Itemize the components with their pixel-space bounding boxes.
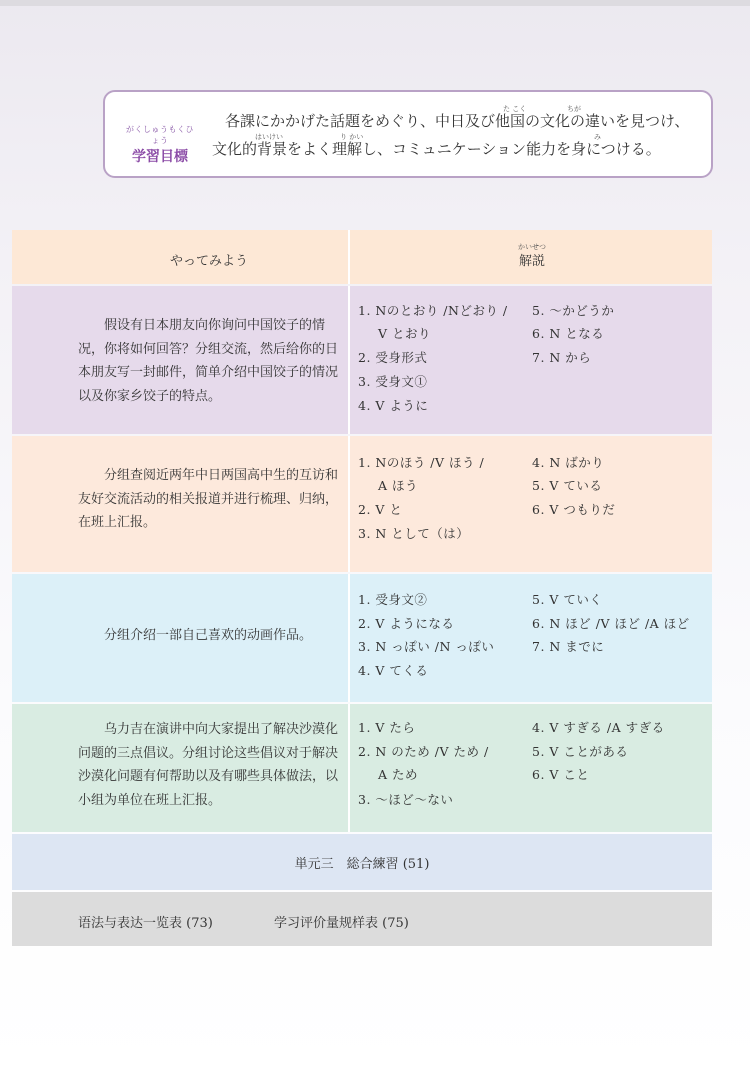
- table-row-2: [12, 436, 712, 572]
- ruby-haikei: はいけい: [255, 133, 283, 141]
- grammar-item: 6. N となる: [532, 326, 605, 341]
- learning-goal-label: [125, 124, 195, 166]
- grammar-item: A ほう: [378, 478, 419, 493]
- learning-goal-box: [103, 90, 713, 178]
- grammar-item: 4. V すぎる /A すぎる: [532, 720, 665, 735]
- grammar-item: 3. 〜ほど〜ない: [358, 792, 454, 807]
- grammar-item: 6. V こと: [532, 767, 590, 782]
- grammar-item: 1. 受身文②: [358, 592, 428, 607]
- header-activity-cell: [12, 230, 348, 284]
- grammar-item: A ため: [378, 767, 419, 782]
- ruby-chigai: ちが: [567, 105, 581, 113]
- ruby-rikai: り かい: [340, 133, 364, 141]
- table-row-3: [12, 574, 712, 702]
- grammar-item: V とおり: [378, 326, 432, 341]
- activity-cell-1: [12, 286, 348, 434]
- table-row-4: [12, 704, 712, 832]
- grammar-item: 1. Nのほう /V ほう /: [358, 455, 485, 470]
- grammar-item: 5. V ている: [532, 478, 603, 493]
- appendix-row: [12, 892, 712, 946]
- grammar-item: 4. N ばかり: [532, 455, 605, 470]
- grammar-item: 4. V ように: [358, 398, 429, 413]
- explanation-cell-1: [350, 286, 712, 434]
- top-strip: [0, 0, 750, 6]
- grammar-item: 2. N のため /V ため /: [358, 744, 489, 759]
- grammar-item: 2. V ようになる: [358, 616, 455, 631]
- grammar-item: 7. N から: [532, 350, 592, 365]
- learning-goal-ruby: がくしゅうもくひょう: [126, 125, 194, 145]
- activity-text-2: 分组查阅近两年中日两国高中生的互访和友好交流活动的相关报道并进行梳理、归纳，在班上汇报。: [78, 468, 339, 530]
- explanation-cell-2: [350, 436, 712, 572]
- grammar-item: 5. V ことがある: [532, 744, 629, 759]
- grammar-item: 3. N っぽい /N っぽい: [358, 639, 495, 654]
- activity-text-3: 分组介绍一部自己喜欢的动画作品。: [104, 628, 313, 643]
- learning-goal-line-2: 文化的背景をよく理解し、コミュニケーション能力を身につける。: [212, 140, 661, 158]
- explanation-cell-4: [350, 704, 712, 832]
- activity-text-4: 乌力吉在演讲中向大家提出了解决沙漠化问题的三点倡议。分组讨论这些倡议对于解决沙漠化问题有何帮助以及有哪些具体做法，以小组为单位在班上汇报。: [78, 722, 339, 808]
- grammar-item: 2. V と: [358, 502, 403, 517]
- grammar-item: 5. 〜かどうか: [532, 303, 615, 318]
- grammar-item: 3. 受身文①: [358, 374, 428, 389]
- learning-goal-line-1: 各課にかかげた話題をめぐり、中日及び他国の文化の違いを見つけ、: [225, 112, 690, 130]
- grammar-item: 7. N までに: [532, 639, 605, 654]
- activity-cell-3: [12, 574, 348, 702]
- grammar-item: 3. N として（は）: [358, 526, 470, 541]
- table-row-1: [12, 286, 712, 434]
- activity-cell-4: [12, 704, 348, 832]
- ruby-mi: み: [594, 133, 601, 141]
- header-explanation-cell: [350, 230, 712, 284]
- appendix-rubric: 学习评价量规样表 (75): [274, 916, 409, 931]
- grammar-item: 2. 受身形式: [358, 350, 428, 365]
- learning-goal-title: 学習目標: [132, 149, 188, 165]
- summary-row: [12, 834, 712, 890]
- activity-text-1: 假设有日本朋友向你询问中国饺子的情况，你将如何回答？分组交流，然后给你的日本朋友写一封邮件，简单介绍中国饺子的情况以及你家乡饺子的特点。: [78, 318, 339, 404]
- grammar-item: 1. V たら: [358, 720, 416, 735]
- header-explanation-ruby: かいせつ: [518, 243, 546, 251]
- header-explanation: 解説: [519, 254, 546, 269]
- grammar-item: 1. Nのとおり /Nどおり /: [358, 303, 508, 318]
- explanation-cell-3: [350, 574, 712, 702]
- activity-cell-2: [12, 436, 348, 572]
- ruby-takoku: た こく: [503, 105, 527, 113]
- grammar-item: 5. V ていく: [532, 592, 603, 607]
- summary-text: 単元三 総合練習 (51): [294, 857, 430, 872]
- grammar-item: 4. V てくる: [358, 663, 429, 678]
- grammar-item: 6. V つもりだ: [532, 502, 616, 517]
- appendix-grammar: 语法与表达一览表 (73): [78, 916, 213, 931]
- grammar-item: 6. N ほど /V ほど /A ほど: [532, 616, 690, 631]
- table-header-row: [12, 230, 712, 284]
- header-activity: やってみよう: [170, 254, 249, 269]
